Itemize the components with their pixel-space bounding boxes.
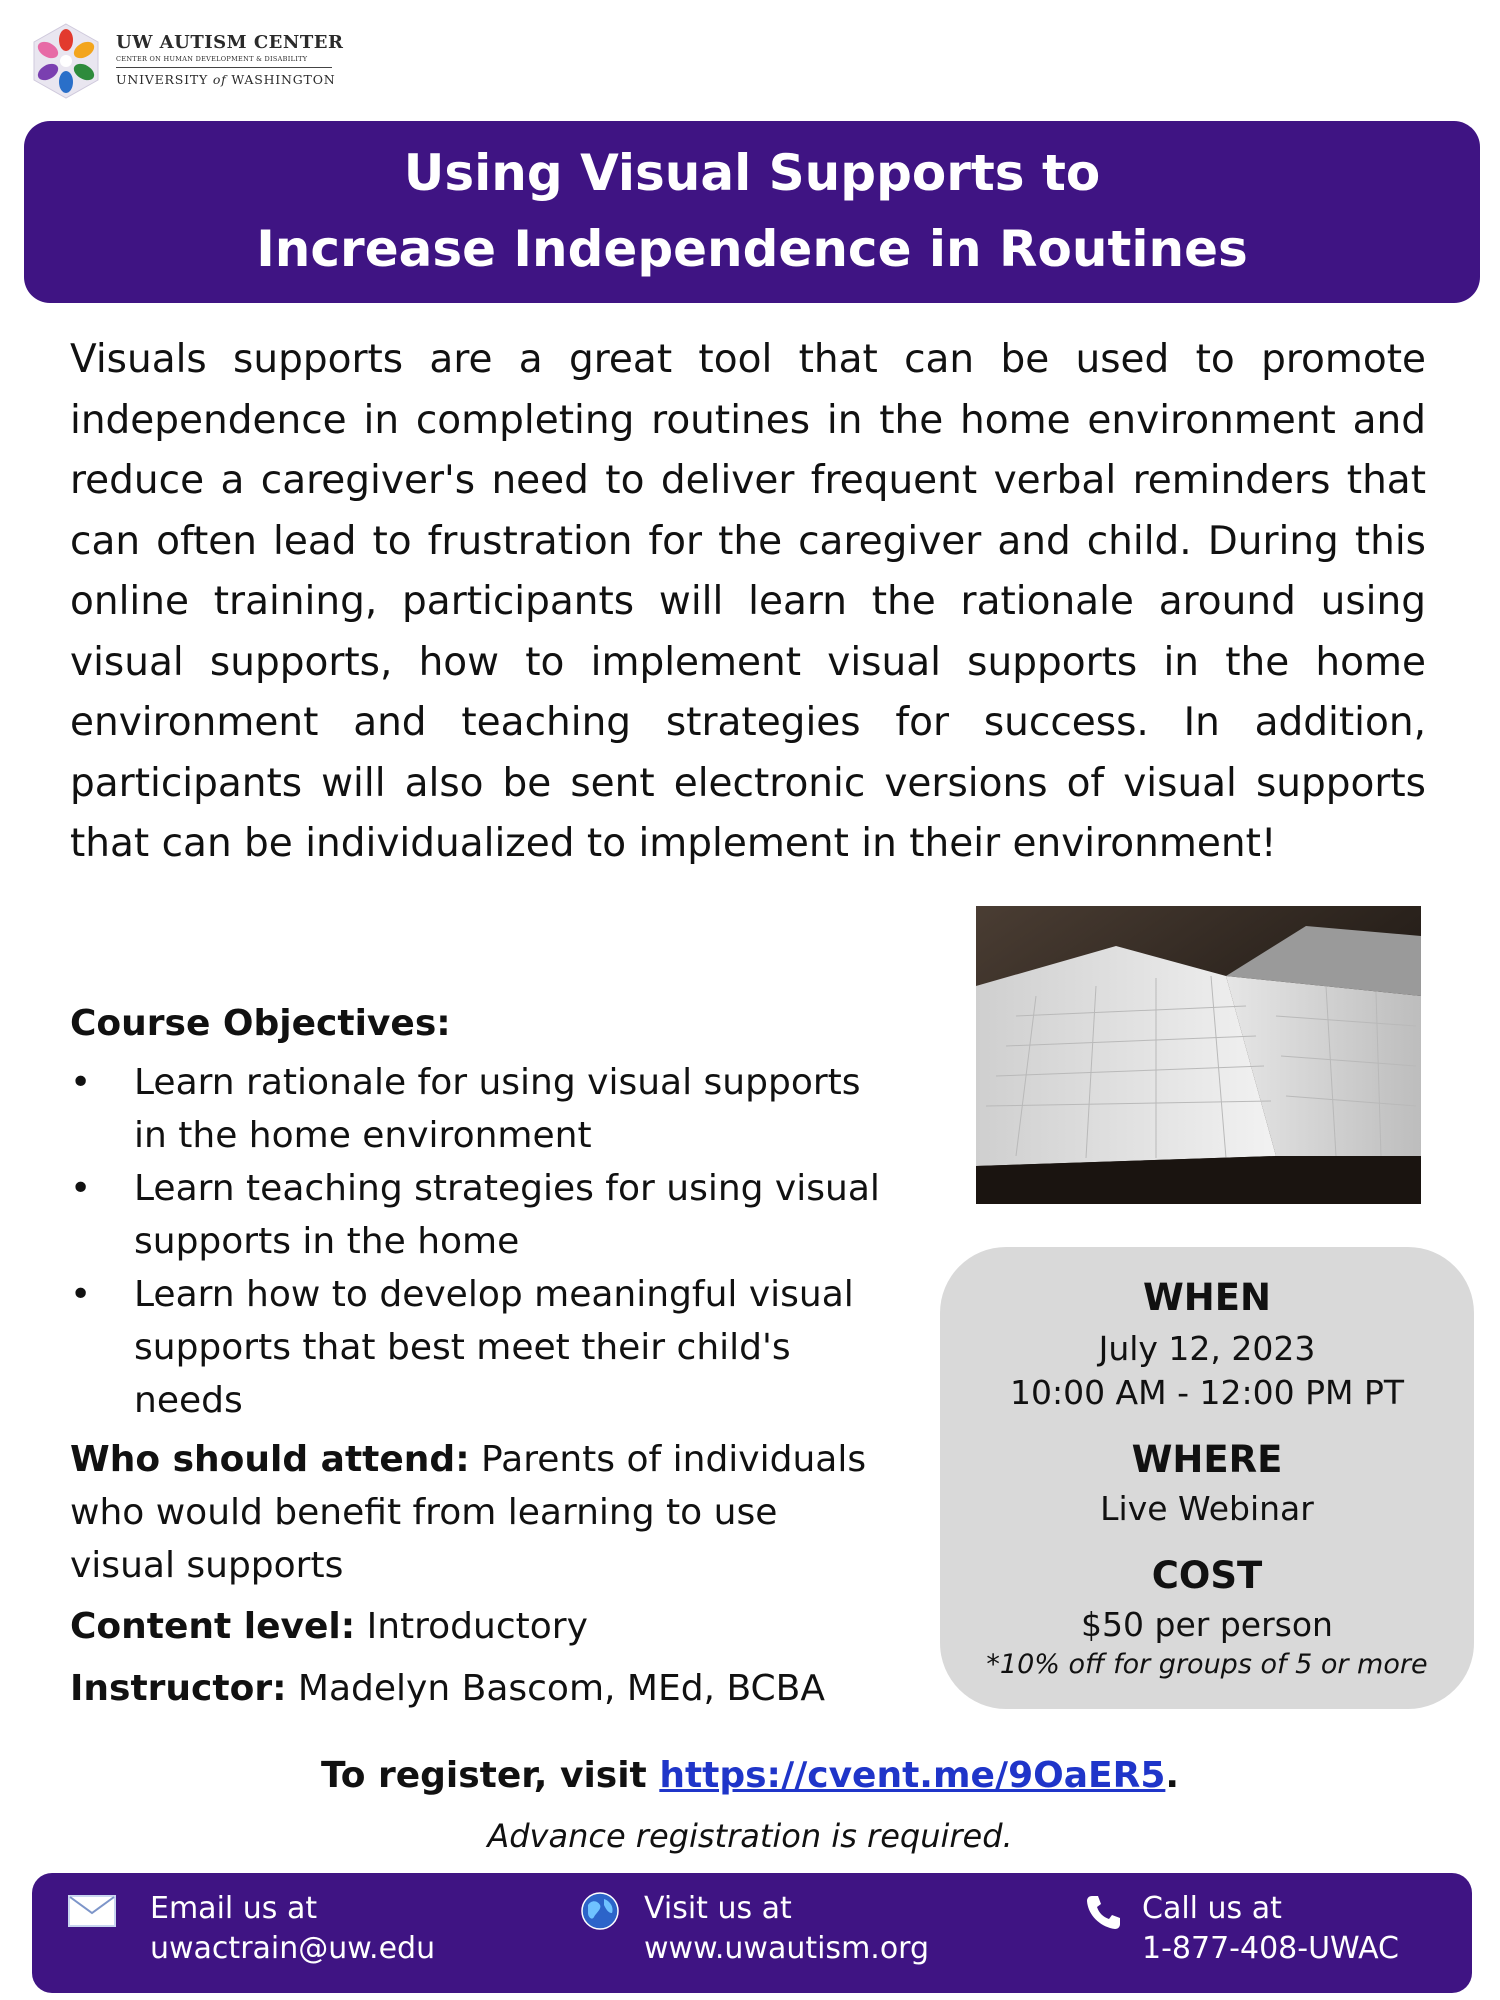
logo-hands-icon <box>30 22 102 100</box>
bullet-icon: • <box>70 1274 92 1315</box>
register-prefix: To register, visit <box>320 1755 660 1796</box>
registration-line <box>0 1755 1500 1796</box>
logo-subtitle: CENTER ON HUMAN DEVELOPMENT & DISABILITY <box>116 55 308 63</box>
event-date: July 12, 2023 <box>1098 1329 1316 1368</box>
where-label: WHERE <box>1131 1438 1283 1481</box>
objectives-heading: Course Objectives: <box>70 1003 451 1044</box>
uw-autism-center-logo <box>30 22 350 102</box>
event-details-box <box>940 1247 1474 1709</box>
cost-label: COST <box>1151 1554 1263 1597</box>
website-label: Visit us at <box>644 1891 792 1926</box>
envelope-icon <box>68 1895 116 1927</box>
phone-number[interactable]: 1-877-408-UWAC <box>1142 1931 1400 1966</box>
email-contact <box>150 1889 435 1969</box>
globe-icon <box>580 1891 620 1931</box>
course-objectives <box>70 1000 890 1427</box>
when-label: WHEN <box>1142 1276 1272 1319</box>
bullet-icon: • <box>70 1062 92 1103</box>
phone-label: Call us at <box>1142 1891 1282 1926</box>
list-item: • Learn rationale for using visual supports in the home environment <box>70 1056 890 1162</box>
website-url[interactable]: www.uwautism.org <box>644 1931 930 1966</box>
instructor-value: Madelyn Bascom, MEd, BCBA <box>286 1668 825 1709</box>
register-suffix: . <box>1165 1755 1180 1796</box>
objectives-list <box>70 1056 890 1427</box>
phone-icon <box>1084 1893 1122 1931</box>
level-value: Introductory <box>355 1606 588 1647</box>
intro-paragraph: Visuals supports are a great tool that can be used to promote independence in completing routines in the home environment and reduce a caregiver's need to deliver frequent verbal reminders that can often lead to frustration for the caregiver and child. During this online training, participants will learn the rationale around using visual supports, how to implement visual supports in the home environment and teaching strategies for success. In addition, participants will also be sent electronic versions of visual supports that can be individualized to implement in their environment! <box>70 337 1426 866</box>
logo-title: UW AUTISM CENTER <box>116 32 344 53</box>
level-label: Content level: <box>70 1606 356 1647</box>
attend-label: Who should attend: <box>70 1439 470 1480</box>
who-should-attend <box>70 1433 890 1592</box>
content-level <box>70 1600 890 1653</box>
logo-divider <box>116 67 332 68</box>
group-discount-note: *10% off for groups of 5 or more <box>986 1649 1428 1680</box>
contact-footer <box>32 1873 1472 1993</box>
instructor-label: Instructor: <box>70 1668 287 1709</box>
logo-university: UNIVERSITY of WASHINGTON <box>116 72 336 87</box>
title-line-1: Using Visual Supports to <box>403 144 1101 202</box>
event-time: 10:00 AM - 12:00 PM PT <box>1009 1373 1405 1412</box>
website-contact <box>644 1889 929 1969</box>
advance-registration-note: Advance registration is required. <box>487 1817 1013 1855</box>
title-banner <box>24 121 1480 303</box>
instructor <box>70 1662 890 1715</box>
phone-contact <box>1142 1889 1399 1969</box>
email-label: Email us at <box>150 1891 318 1926</box>
email-address[interactable]: uwactrain@uw.edu <box>150 1931 436 1966</box>
event-cost: $50 per person <box>1081 1605 1333 1644</box>
registration-link[interactable]: https://cvent.me/9OaER5 <box>659 1755 1166 1796</box>
event-location: Live Webinar <box>1100 1489 1314 1528</box>
attend-value: Parents of individuals who would benefit from learning to use visual supports <box>70 1439 867 1586</box>
title-line-2: Increase Independence in Routines <box>256 220 1248 278</box>
list-item: • Learn how to develop meaningful visual supports that best meet their child's needs <box>70 1268 890 1427</box>
calendar-planner-photo <box>976 906 1421 1204</box>
list-item: • Learn teaching strategies for using visual supports in the home <box>70 1162 890 1268</box>
bullet-icon: • <box>70 1168 92 1209</box>
